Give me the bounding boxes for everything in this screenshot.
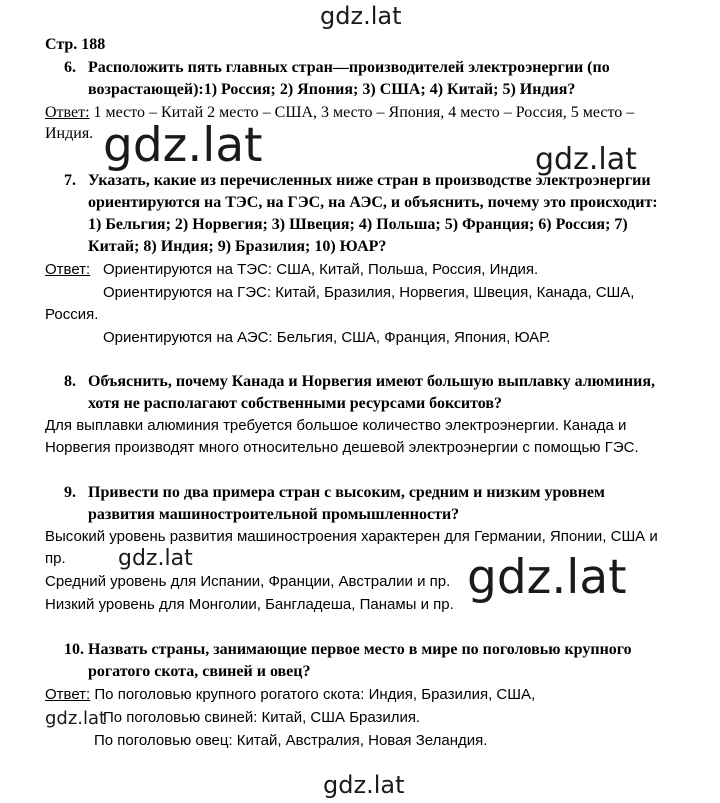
q8-question-line-2: хотя не располагают собственными ресурсами бокситов? [88,395,502,412]
q8-answer-line-1: Для выплавки алюминия требуется большое количество электроэнергии. Канада и [45,417,627,434]
watermark-middle-left: gdz.lat [118,546,193,571]
q7-answer-ges-line-1: Ориентируются на ГЭС: Китай, Бразилия, Норвегия, Швеция, Канада, США, [103,284,635,301]
q8-answer-line-2: Норвегия производят много относительно дешевой электроэнергии с помощью ГЭС. [45,439,639,456]
q9-answer-line-3: Средний уровень для Испании, Франции, Австралии и пр. [45,573,451,590]
q6-answer-line-2: Индия. [45,125,94,142]
q6-question-line-1: Расположить пять главных стран—производителей электроэнергии (по [88,59,610,76]
q9-question-line-2: развития машиностроительной промышленности? [88,506,460,523]
q9-answer-line-1: Высокий уровень развития машиностроения характерен для Германии, Японии, США и [45,528,658,545]
q7-number: 7. [64,172,76,189]
q6-answer-label: Ответ: [45,104,90,121]
q10-answer-label: Ответ: [45,686,91,703]
q7-question-line-1: Указать, какие из перечисленных ниже стран в производстве электроэнергии [88,172,651,189]
q6-number: 6. [64,59,76,76]
watermark-top: gdz.lat [320,2,402,30]
q7-answer-label: Ответ: [45,261,91,278]
q10-number: 10. [64,641,84,658]
q9-number: 9. [64,484,76,501]
watermark-small-left: gdz.lat [45,708,107,729]
q8-number: 8. [64,373,76,390]
q7-answer-aes: Ориентируются на АЭС: Бельгия, США, Франция, Япония, ЮАР. [103,329,551,346]
watermark-large-left: gdz.lat [103,118,263,173]
q9-answer-line-4: Низкий уровень для Монголии, Бангладеша, Панамы и пр. [45,596,454,613]
q10-answer-line-1 [45,687,535,702]
watermark-large-right: gdz.lat [467,550,627,605]
q9-answer-line-2: пр. [45,550,66,567]
q10-question-line-1: Назвать страны, занимающие первое место в мире по поголовью крупного [88,641,632,658]
q7-answer-tes: Ориентируются на ТЭС: США, Китай, Польша, Россия, Индия. [103,261,539,278]
q7-question-line-3: 1) Бельгия; 2) Норвегия; 3) Швеция; 4) Польша; 5) Франция; 6) Россия; 7) [88,216,628,233]
q10-answer-sheep: По поголовью овец: Китай, Австралия, Новая Зеландия. [94,732,488,749]
q8-question-line-1: Объяснить, почему Канада и Норвегия имеют большую выплавку алюминия, [88,373,656,390]
q7-answer-ges-line-2: Россия. [45,306,99,323]
watermark-right: gdz.lat [535,142,637,177]
q7-question-line-4: Китай; 8) Индия; 9) Бразилия; 10) ЮАР? [88,238,387,255]
q10-answer-pigs: По поголовью свиней: Китай, США Бразилия. [103,709,421,726]
q6-answer-text: 1 место – Китай 2 место – США, 3 место – Япония, 4 место – Россия, 5 место – [89,104,635,121]
q6-question-line-2: возрастающей):1) Россия; 2) Япония; 3) США; 4) Китай; 5) Индия? [88,81,576,98]
page-label: Стр. 188 [45,36,106,53]
q7-question-line-2: ориентируются на ТЭС, на ГЭС, на АЭС, и объяснить, почему это происходит: [88,194,658,211]
q9-question-line-1: Привести по два примера стран с высоким, средним и низким уровнем [88,484,605,501]
q10-answer-cattle: По поголовью крупного рогатого скота: Индия, Бразилия, США, [90,686,536,703]
watermark-bottom: gdz.lat [323,771,405,799]
q10-question-line-2: рогатого скота, свиней и овец? [88,663,311,680]
q6-answer-line-1 [45,105,634,121]
